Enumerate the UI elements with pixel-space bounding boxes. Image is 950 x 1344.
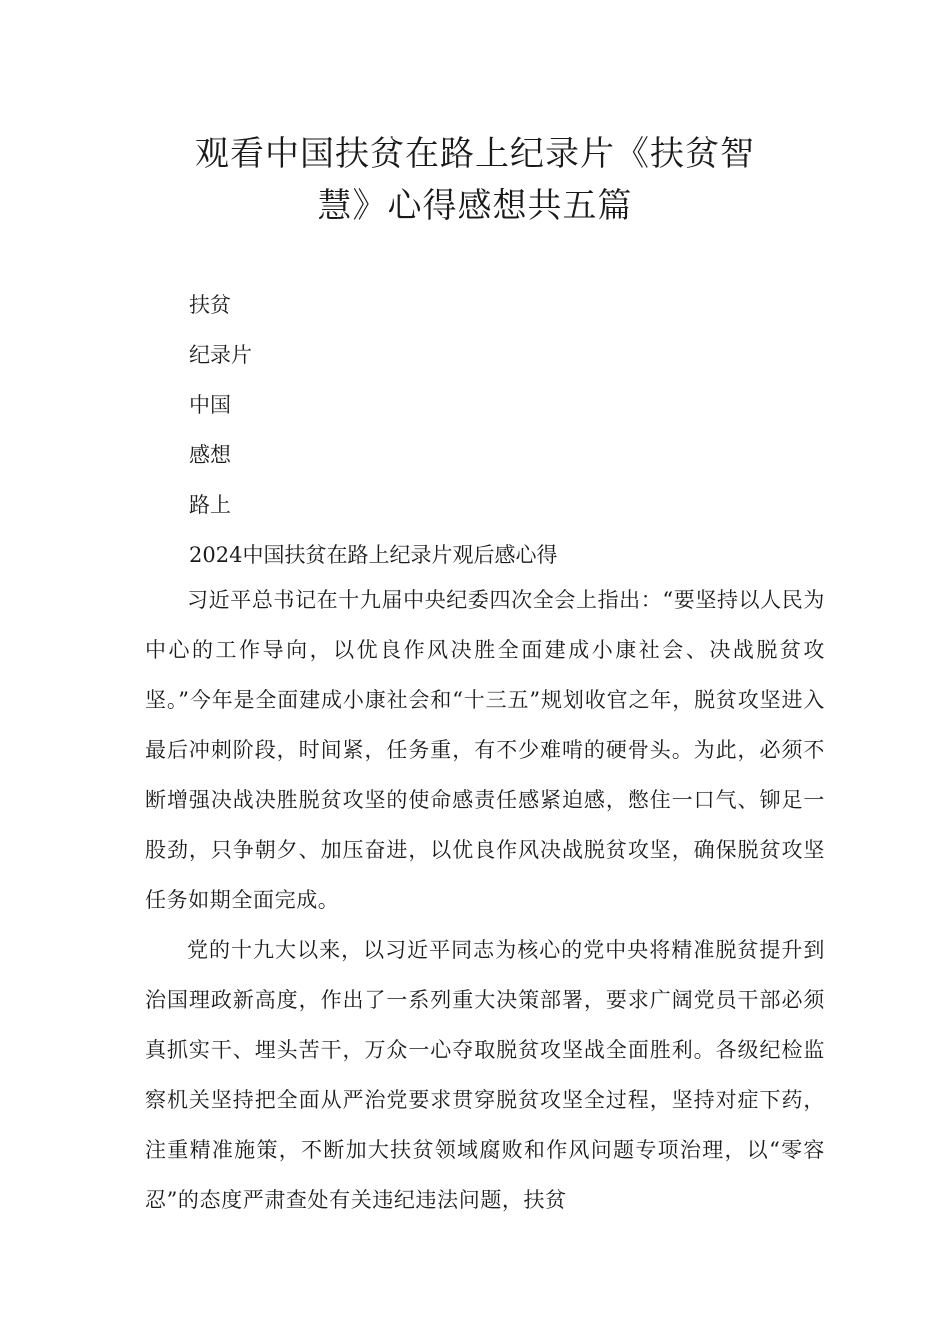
keyword-item: 感想 [189,443,231,467]
paragraph: 习近平总书记在十九届中央纪委四次全会上指出：“要坚持以人民为中心的工作导向，以优良作风决胜全面建成小康社会、决战脱贫攻坚。”今年是全面建成小康社会和“十三五”规划收官之年，脱贫攻坚进入最后冲刺阶段，时间紧，任务重，有不少难啃的硬骨头。为此，必须不断增强决战决胜脱贫攻坚的使命感责任感紧迫感，憋住一口气、铆足一股劲，只争朝夕、加压奋进，以优良作风决战脱贫攻坚，确保脱贫攻坚任务如期全面完成。 [145,588,825,912]
subheading: 2024中国扶贫在路上纪录片观后感心得 [189,543,558,567]
keyword-item: 中国 [189,393,231,417]
title-line-1: 观看中国扶贫在路上纪录片《扶贫智 [195,134,755,174]
paragraph: 党的十九大以来，以习近平同志为核心的党中央将精准脱贫提升到治国理政新高度，作出了一系列重大决策部署，要求广阔党员干部必须真抓实干、埋头苦干，万众一心夺取脱贫攻坚战全面胜利。各级纪检监察机关坚持把全面从严治党要求贯穿脱贫攻坚全过程，坚持对症下药，注重精准施策，不断加大扶贫领域腐败和作风问题专项治理，以“零容忍”的态度严肃查处有关违纪违法问题，扶贫 [145,938,825,1212]
keyword-item: 纪录片 [189,343,252,367]
keyword-item: 扶贫 [189,293,231,317]
keyword-item: 路上 [189,493,231,517]
body-text [145,575,825,1225]
document-title [120,128,830,232]
title-line-2: 慧》心得感想共五篇 [317,186,633,226]
keyword-list [189,280,829,580]
